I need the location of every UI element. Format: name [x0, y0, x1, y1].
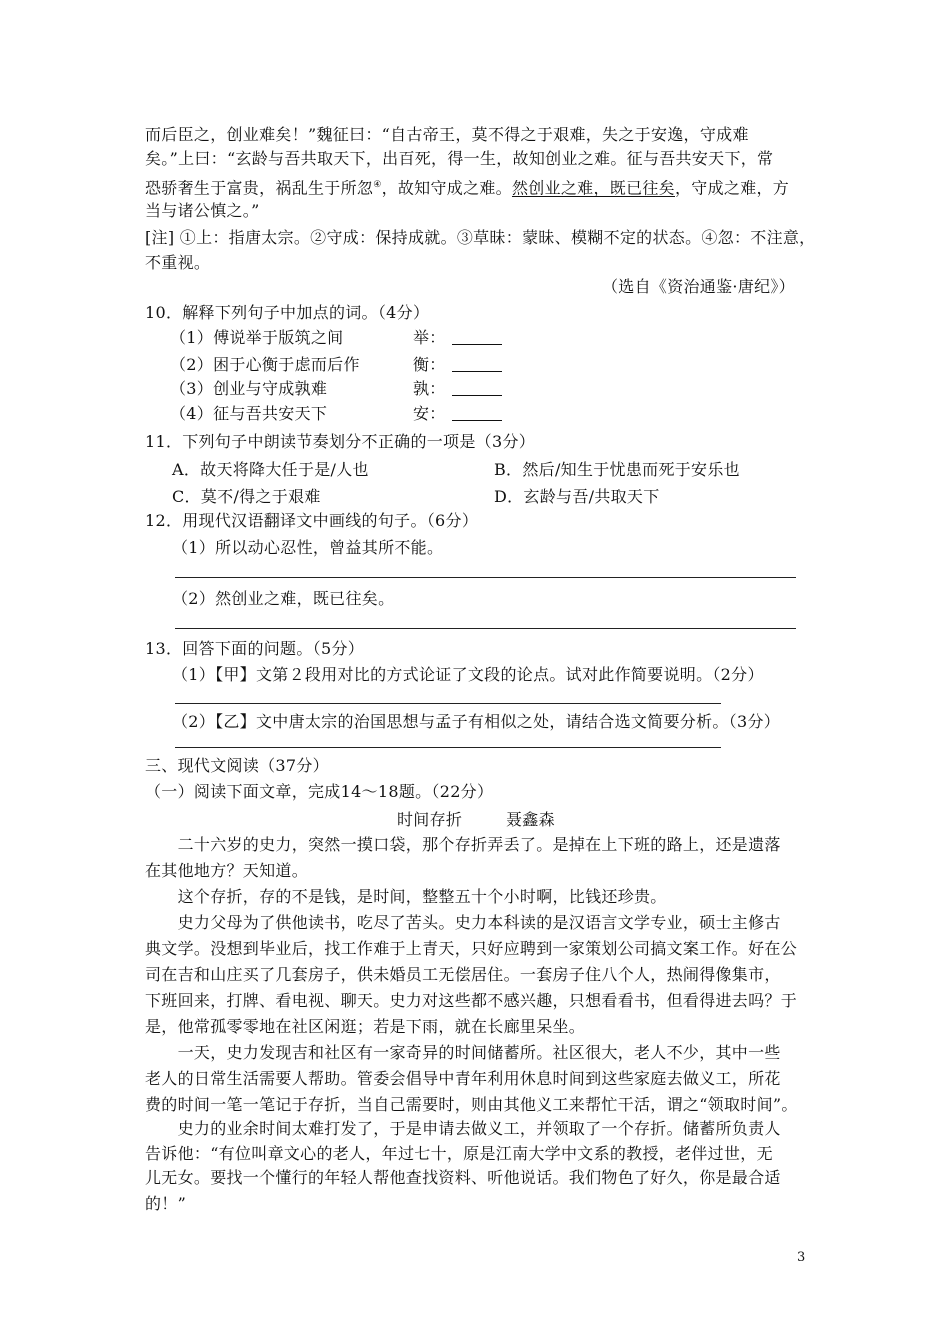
story-line: 下班回来，打牌、看电视、聊天。史力对这些都不感兴趣，只想看看书，但看得进去吗？于: [145, 991, 798, 1010]
story-line: 这个存折，存的不是钱，是时间，整整五十个小时啊，比钱还珍贵。: [145, 887, 667, 906]
story-author: 聂鑫森: [506, 810, 555, 829]
q10-answer-blank[interactable]: 安：: [413, 403, 502, 425]
story-line: 老人的日常生活需要人帮助。管委会倡导中青年利用休息时间到这些家庭去做义工，所花: [145, 1069, 781, 1088]
answer-line[interactable]: [175, 628, 796, 629]
section-heading: 三、现代文阅读（37分）: [145, 756, 329, 775]
q10-item: （3）创业与守成孰难: [170, 379, 328, 398]
q10-item: （2）困于心衡于虑而后作: [170, 355, 360, 374]
q11-option-b[interactable]: B．然后/知生于忧患而死于安乐也: [494, 460, 740, 479]
question-13-stem: 13．回答下面的问题。（5分）: [145, 639, 365, 658]
underlined-sentence: 然创业之难，既已往矣: [511, 178, 675, 198]
story-line: 费的时间一笔一笔记于存折，当自己需要时，则由其他义工来帮忙干活，谓之“领取时间”。: [145, 1095, 798, 1114]
q12-sentence-1: （1）所以动心忍性，曾益其所不能。: [172, 538, 444, 557]
story-line: 告诉他：“有位叫章文心的老人，年过七十，原是江南大学中文系的教授，老伴过世，无: [145, 1144, 773, 1163]
question-11-stem: 11．下列句子中朗读节奏划分不正确的一项是（3分）: [145, 432, 536, 451]
q10-answer-blank[interactable]: 衡：: [413, 354, 502, 376]
story-line: 儿无女。要找一个懂行的年轻人帮他查找资料、听他说话。我们物色了好久，你是最合适: [145, 1168, 781, 1187]
passage-line: 矣。”上曰：“玄龄与吾共取天下，出百死，得一生，故知创业之难。征与吾共安天下，常: [145, 149, 774, 168]
story-line: 司在吉和山庄买了几套房子，供未婚员工无偿居住。一套房子住八个人，热闹得像集市，: [145, 965, 781, 984]
answer-line[interactable]: [175, 703, 721, 704]
q13-sub-2: （2）【乙】文中唐太宗的治国思想与孟子有相似之处，请结合选文简要分析。（3分）: [172, 712, 781, 731]
section-subheading: （一）阅读下面文章，完成14～18题。（22分）: [145, 782, 494, 801]
q11-option-d[interactable]: D．玄龄与吾/共取天下: [494, 487, 660, 506]
story-line: 史力的业余时间太难打发了，于是申请去做义工，并领取了一个存折。储蓄所负责人: [145, 1119, 781, 1138]
answer-line[interactable]: [175, 577, 796, 578]
source-citation: （选自《资治通鉴·唐纪》）: [602, 277, 795, 296]
passage-line: 而后臣之，创业难矣！”魏征曰：“自古帝王，莫不得之于艰难，失之于安逸，守成难: [145, 125, 749, 144]
question-12-stem: 12．用现代汉语翻译文中画线的句子。（6分）: [145, 511, 479, 530]
page-number: 3: [797, 1250, 806, 1265]
q10-answer-blank[interactable]: 举：: [413, 327, 502, 349]
annotation-note: 不重视。: [145, 253, 211, 272]
story-line: 二十六岁的史力，突然一摸口袋，那个存折弄丢了。是掉在上下班的路上，还是遗落: [145, 835, 781, 854]
q10-item: （1）傅说举于版筑之间: [170, 328, 344, 347]
story-line: 史力父母为了供他读书，吃尽了苦头。史力本科读的是汉语言文学专业，硕士主修古: [145, 913, 781, 932]
story-line: 是，他常孤零零地在社区闲逛；若是下雨，就在长廊里呆坐。: [145, 1017, 586, 1036]
answer-line[interactable]: [175, 747, 721, 748]
question-10-stem: 10．解释下列句子中加点的词。（4分）: [145, 303, 430, 322]
q13-sub-1: （1）【甲】文第２段用对比的方式论证了文段的论点。试对此作简要说明。（2分）: [172, 665, 764, 684]
q11-option-a[interactable]: A．故天将降大任于是/人也: [172, 460, 369, 479]
passage-line: 恐骄奢生于富贵，祸乱生于所忽④，故知守成之难。然创业之难，既已往矣，守成之难，方: [145, 178, 790, 198]
story-line: 的！”: [145, 1194, 187, 1213]
story-line: 典文学。没想到毕业后，找工作难于上青天，只好应聘到一家策划公司搞文案工作。好在公: [145, 939, 798, 958]
q11-option-c[interactable]: C．莫不/得之于艰难: [172, 487, 321, 506]
passage-line: 当与诸公慎之。”: [145, 201, 260, 220]
q12-sentence-2: （2）然创业之难，既已往矣。: [172, 589, 395, 608]
story-line: 一天，史力发现吉和社区有一家奇异的时间储蓄所。社区很大，老人不少，其中一些: [145, 1043, 781, 1062]
q10-item: （4）征与吾共安天下: [170, 404, 328, 423]
q10-answer-blank[interactable]: 孰：: [413, 378, 502, 400]
story-title: 时间存折: [397, 810, 463, 829]
annotation-note: [注] ①上：指唐太宗。②守成：保持成就。③草昧：蒙昧、模糊不定的状态。④忽：不注意，: [145, 228, 816, 247]
story-line: 在其他地方？天知道。: [145, 861, 309, 880]
